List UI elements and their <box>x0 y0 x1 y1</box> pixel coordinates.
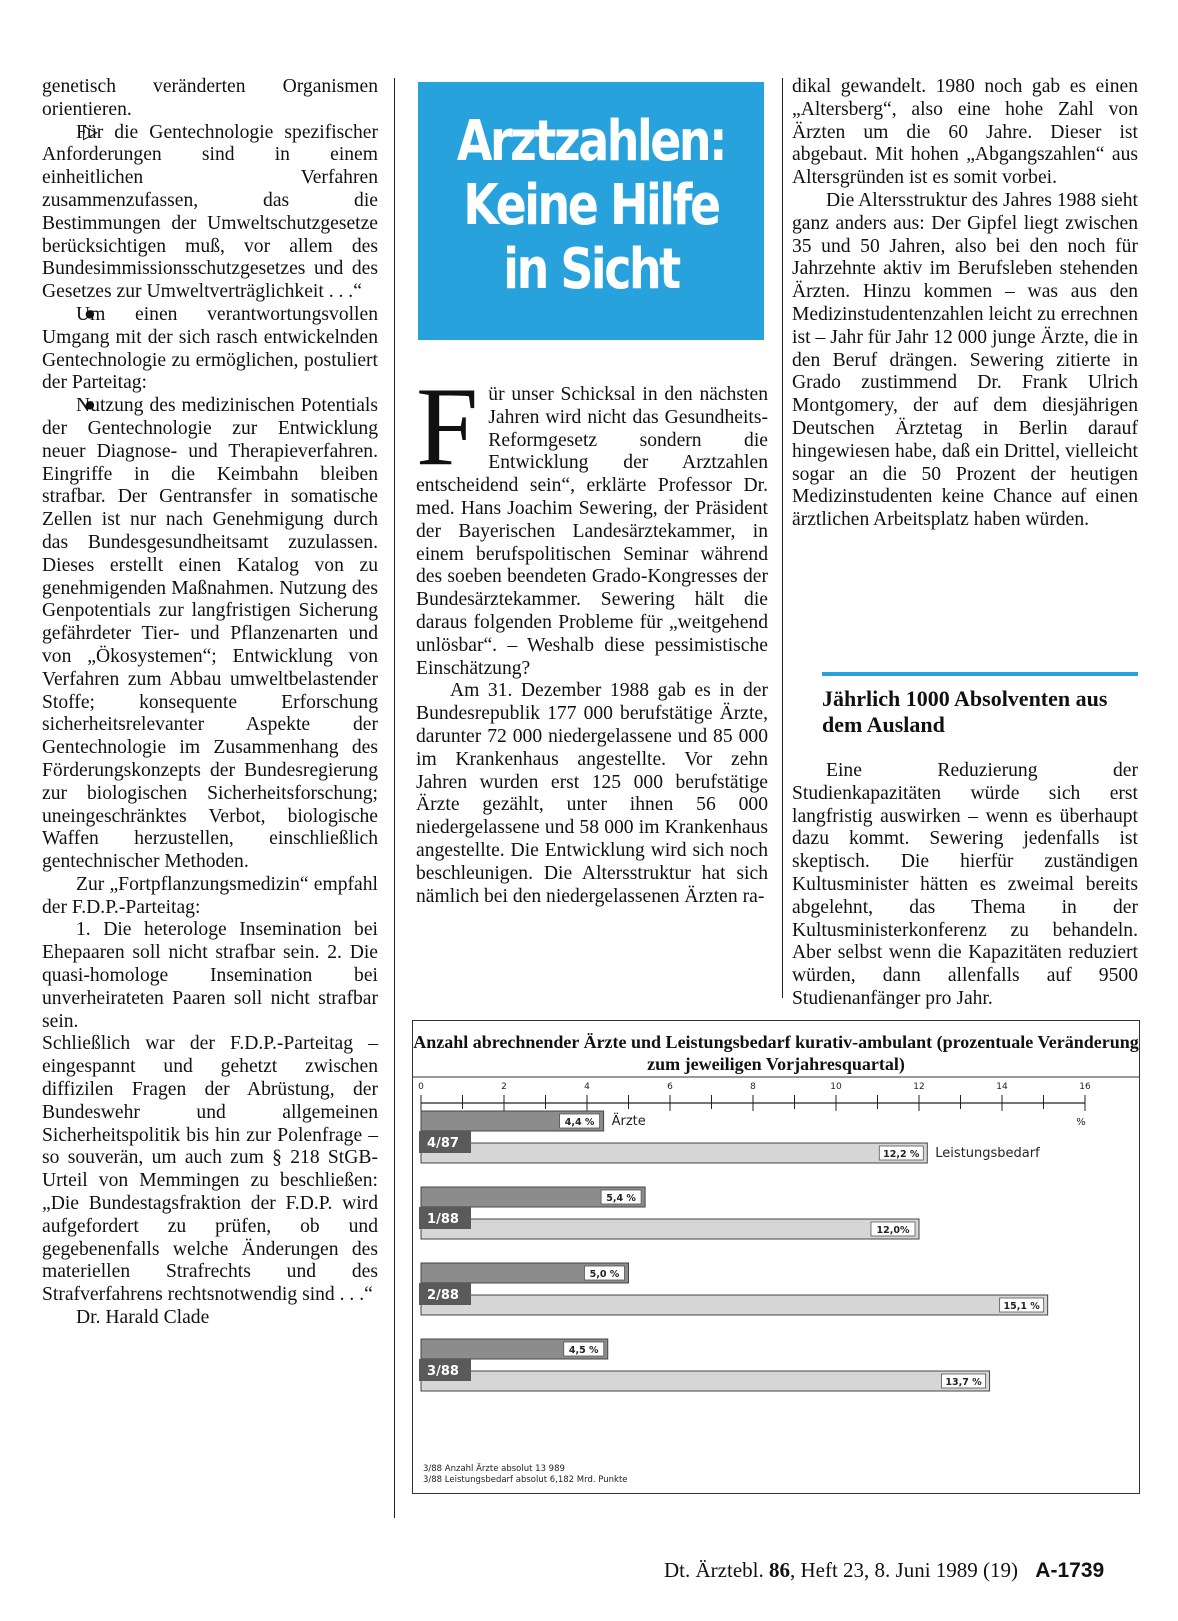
bar-leistungsbedarf <box>421 1295 1048 1315</box>
chart-title: Anzahl abrechnender Ärzte und Leistungsbedarf kurativ-ambulant (prozentuale Veränderung zum jeweiligen Vorjahresquartal) <box>413 1032 1139 1074</box>
paragraph: ● Nutzung des medizinischen Potentials der Gentechnologie zur Entwicklung neuer Diagnose- und Therapieverfahren. Eingriffe in die Keimbahn bleiben strafbar. Der Gentransfer in somatische Zellen ist nur nach Genehmigung durch das Bundesgesundheitsamt zuzulassen. Dieses erstellt einen Katalog von zu genehmigenden Maßnahmen. Nutzung des Genpotentials zur langfristigen Sicherung gefährdeter Tier- und Pflanzenarten und von „Ökosystemen“; Entwicklung von Verfahren zum Abbau umweltbelastender Stoffe; konsequente Erforschung sicherheitsrelevanter Aspekte der Gentechnologie im Zusammenhang des Förderungskonzepts der Bundesregierung zur biologischen Sicherheitsforschung; uneingeschränktes Verbot, biologische Waffen herzustellen, einschließlich gentechnischer Methoden. <box>42 395 378 874</box>
paragraph: 1. Die heterologe Insemination bei Ehepaaren soll nicht strafbar sein. 2. Die quasi-homologe Insemination bei unverheirateten Paaren soll nicht strafbar sein. <box>42 919 378 1032</box>
bar-leistungsbedarf <box>421 1219 919 1239</box>
page-footer <box>664 1558 1104 1583</box>
journal-name: Dt. Ärztebl. <box>664 1558 764 1582</box>
x-tick-label: 6 <box>667 1082 673 1092</box>
column-rule <box>394 78 395 1518</box>
paragraph-text: ür unser Schicksal in den nächsten Jahren wird nicht das Gesundheits-Reformgesetz sondern die Entwicklung der Arztzahlen entscheidend sein“, erklärte Professor Dr. med. Hans Joachim Sewering, der Präsident der Bayerischen Landesärztekammer, in einem berufspolitischen Seminar während des soeben beendeten Grado-Kongresses der Bundesärztekammer. Sewering hält die daraus folgenden Probleme für „weitgehend unlösbar“. – Weshalb diese pessimistische Einschätzung? <box>416 384 768 679</box>
column-rule <box>782 78 783 998</box>
data-label: 5,0 % <box>589 1269 620 1280</box>
drop-cap: F <box>416 365 479 489</box>
series-name-leistungsbedarf: Leistungsbedarf <box>935 1146 1040 1161</box>
data-label: 4,4 % <box>564 1117 595 1128</box>
data-label: 15,1 % <box>1003 1301 1040 1312</box>
category-label: 3/88 <box>427 1364 459 1379</box>
column-1 <box>42 76 378 1330</box>
volume-number: 86 <box>768 1558 790 1582</box>
x-tick-label: 10 <box>830 1082 842 1092</box>
headline-line: Arztzahlen: <box>456 109 726 174</box>
category-label: 1/88 <box>427 1212 459 1227</box>
x-tick-label: 2 <box>501 1082 507 1092</box>
data-label: 13,7 % <box>945 1377 982 1388</box>
x-tick-label: 4 <box>584 1082 590 1092</box>
paragraph: dikal gewandelt. 1980 noch gab es einen „Altersberg“, also eine hohe Zahl von Ärzten um die 60 Jahre. Dieser ist abgebaut. Mit hohen „Abgangszahlen“ aus Altersgründen ist es somit vorbei. <box>792 76 1138 189</box>
page-number: A-1739 <box>1035 1559 1105 1582</box>
column-2 <box>416 365 768 908</box>
headline-line: Keine Hilfe <box>463 173 719 238</box>
chart-footnote: 3/88 Anzahl Ärzte absolut 13 989 <box>423 1464 565 1474</box>
headline-line: in Sicht <box>503 237 679 302</box>
bar-chart <box>412 1020 1140 1494</box>
x-axis-unit: % <box>1076 1117 1086 1128</box>
paragraph: Zur „Fortpflanzungsmedizin“ empfahl der F.D.P.-Parteitag: <box>42 873 378 918</box>
x-tick-label: 0 <box>418 1082 424 1092</box>
series-name-aerzte: Ärzte <box>611 1114 646 1129</box>
category-label: 2/88 <box>427 1288 459 1303</box>
paragraph: Die Altersstruktur des Jahres 1988 sieht ganz anders aus: Der Gipfel liegt zwischen 35 und 50 Jahren, also bei den noch für Jahrzehnte aktiv im Berufsleben stehenden Ärzten. Hinzu kommen – was aus den Medizinstudentenzahlen leicht zu errechnen ist – Jahr für Jahr 12 000 junge Ärzte, die in den Beruf drängen. Sewering zitierte in Grado zustimmend Dr. Frank Ulrich Montgomery, der auf dem diesjährigen Deutschen Ärztetag in Berlin darauf hingewiesen habe, daß ein Drittel, vielleicht sogar an die 50 Prozent der heutigen Medizinstudenten keine Chance auf einen ärztlichen Arbeitsplatz haben würden. <box>792 189 1138 531</box>
data-label: 12,0% <box>876 1225 910 1236</box>
paragraph: ● Um einen verantwortungsvollen Umgang mit der sich rasch entwickelnden Gentechnologie zu ermöglichen, postuliert der Parteitag: <box>42 304 378 395</box>
data-label: 4,5 % <box>568 1345 599 1356</box>
x-tick-label: 14 <box>996 1082 1008 1092</box>
paragraph: Am 31. Dezember 1988 gab es in der Bundesrepublik 177 000 berufstätige Ärzte, darunter 72 000 niedergelassene und 85 000 im Krankenhaus angestellte. Vor zehn Jahren wurden erst 125 000 berufstätige Ärzte gezählt, unter ihnen 56 000 niedergelassene und 58 000 im Krankenhaus angestellte. Die Entwicklung wird sich noch beschleunigen. Die Altersstruktur hat sich nämlich bei den niedergelassenen Ärzten ra- <box>416 680 768 907</box>
x-tick-label: 16 <box>1079 1082 1091 1092</box>
lead-paragraph <box>416 365 768 680</box>
paragraph: Eine Reduzierung der Studienkapazitäten würde sich erst langfristig auswirken – wenn es überhaupt dazu kommt. Sewering jedenfalls ist skeptisch. Die hierfür zuständigen Kultusminister hätten es zweimal bereits abgelehnt, das Thema in der Kultusministerkonferenz zu behandeln. Aber selbst wenn die Kapazitäten reduziert würden, dann allenfalls auf 9500 Studienanfänger pro Jahr. <box>792 760 1138 1009</box>
author-signature: Dr. Harald Clade <box>76 1307 210 1329</box>
subheading: Jährlich 1000 Absolventen aus dem Ausland <box>822 672 1138 738</box>
headline-box <box>418 82 764 340</box>
data-label: 12,2 % <box>883 1149 920 1160</box>
bar-leistungsbedarf <box>421 1143 927 1163</box>
paragraph: Schließlich war der F.D.P.-Parteitag – eingespannt und gehetzt zwischen diffizilen Fragen der Abrüstung, der Bundeswehr und allgemeinen Sicherheitspolitik bis hin zur Polenfrage – so souverän, um auch zum § 218 StGB-Urteil von Memmingen zu beschließen: „Die Bundestagsfraktion der F.D.P. wird aufgefordert zu prüfen, ob und gegebenenfalls welche Änderungen des materiellen Strafrechts und des Strafverfahrens rechtsnotwendig sind . . .“ <box>42 1033 378 1306</box>
bar-leistungsbedarf <box>421 1371 990 1391</box>
category-label: 4/87 <box>427 1136 459 1151</box>
paragraph: genetisch veränderten Organismen orientieren. <box>42 76 378 120</box>
x-tick-label: 12 <box>913 1082 925 1092</box>
paragraph: ▷ Für die Gentechnologie spezifischer Anforderungen sind in einem einheitlichen Verfahren zusammenzufassen, das die Bestimmungen der Umweltschutzgesetze berücksichtigen muß, vor allem des Bundesimmissionsschutzgesetzes und des Gesetzes zur Umweltverträglichkeit . . .“ <box>42 122 378 304</box>
chart-footnote: 3/88 Leistungsbedarf absolut 6,182 Mrd. Punkte <box>423 1475 628 1485</box>
data-label: 5,4 % <box>606 1193 636 1204</box>
column-3 <box>792 76 1138 532</box>
issue-info: , Heft 23, 8. Juni 1989 (19) <box>789 1558 1019 1582</box>
chart-canvas <box>413 1021 1139 1493</box>
column-3-lower <box>792 760 1138 1011</box>
x-tick-label: 8 <box>750 1082 756 1092</box>
